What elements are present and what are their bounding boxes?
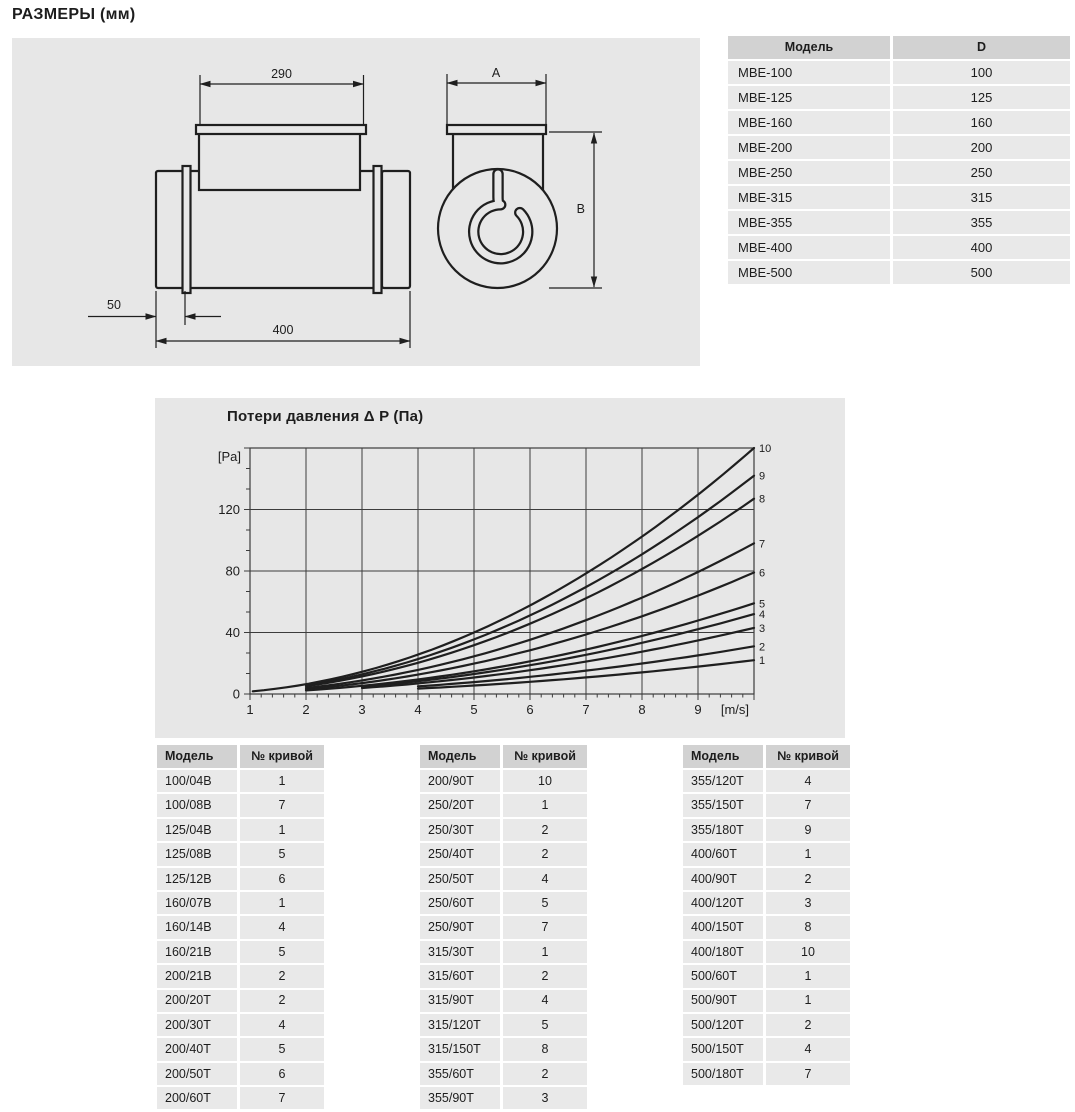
table-cell: 4 — [503, 868, 587, 890]
table-cell: 125 — [893, 86, 1070, 109]
table-cell: MBE-315 — [728, 186, 890, 209]
table-cell: MBE-100 — [728, 61, 890, 84]
table-cell: 7 — [240, 794, 324, 816]
table-row — [157, 1014, 324, 1036]
dim-label-50: 50 — [107, 298, 121, 312]
table-header-row — [728, 36, 1070, 59]
table-cell: 7 — [766, 794, 850, 816]
table-header-row — [683, 745, 850, 768]
table-cell: 2 — [766, 1014, 850, 1036]
column-header: Модель — [683, 745, 763, 768]
table-row — [420, 892, 587, 914]
table-cell: 200/60T — [157, 1087, 237, 1109]
table-cell: 355/90T — [420, 1087, 500, 1109]
table-row — [420, 794, 587, 816]
y-tick-label: 120 — [218, 502, 240, 517]
table-cell: 1 — [503, 794, 587, 816]
table-cell: 1 — [766, 965, 850, 987]
table-cell: 1 — [240, 892, 324, 914]
table-cell: 5 — [503, 892, 587, 914]
table-cell: 2 — [503, 843, 587, 865]
table-cell: 4 — [240, 1014, 324, 1036]
right-end-cap — [382, 171, 410, 288]
table-cell: 400/180T — [683, 941, 763, 963]
table-cell: 2 — [503, 965, 587, 987]
table-cell: 400/90T — [683, 868, 763, 890]
table-row — [683, 965, 850, 987]
table-row — [157, 1038, 324, 1060]
table-cell: 315/30T — [420, 941, 500, 963]
x-tick-label: 1 — [246, 702, 254, 717]
table-cell: MBE-355 — [728, 211, 890, 234]
curve-label-4: 4 — [759, 609, 766, 622]
y-tick-label: 0 — [232, 686, 240, 702]
table-cell: 7 — [240, 1087, 324, 1109]
table-cell: 250/50T — [420, 868, 500, 890]
table-row — [420, 1087, 587, 1109]
curve-label-5: 5 — [759, 598, 766, 611]
table-row — [683, 1063, 850, 1085]
column-header: Модель — [420, 745, 500, 768]
table-row — [728, 61, 1070, 84]
column-header: № кривой — [503, 745, 587, 768]
table-row — [683, 990, 850, 1012]
table-cell: 200/21B — [157, 965, 237, 987]
table-cell: 2 — [240, 965, 324, 987]
column-header: Модель — [728, 36, 890, 59]
table-row — [157, 965, 324, 987]
table-cell: 9 — [766, 819, 850, 841]
table-row — [420, 1038, 587, 1060]
x-tick-label: 4 — [414, 702, 422, 717]
table-cell: 250/60T — [420, 892, 500, 914]
table-cell: 5 — [240, 843, 324, 865]
table-cell: 250/40T — [420, 843, 500, 865]
table-cell: 2 — [766, 868, 850, 890]
table-cell: 500 — [893, 261, 1070, 284]
y-tick-label: 80 — [225, 563, 240, 579]
table-row — [728, 111, 1070, 134]
table-row — [420, 965, 587, 987]
duct-heater-drawing — [12, 38, 700, 366]
model-diameter-table — [725, 34, 1073, 286]
table-cell: 8 — [503, 1038, 587, 1060]
dimension-400 — [156, 291, 410, 348]
curve-table-2 — [417, 743, 590, 1111]
column-header: D — [893, 36, 1070, 59]
table-row — [728, 261, 1070, 284]
table-cell: 500/150T — [683, 1038, 763, 1060]
curve-label-10: 10 — [759, 443, 772, 455]
y-axis-unit-label: [Pa] — [217, 449, 241, 464]
table-row — [683, 892, 850, 914]
table-row — [157, 843, 324, 865]
side-view — [156, 125, 410, 293]
dimension-290 — [200, 67, 364, 124]
table-cell: 250 — [893, 161, 1070, 184]
table-cell: 500/180T — [683, 1063, 763, 1085]
table-row — [420, 770, 587, 792]
table-cell: 4 — [766, 770, 850, 792]
x-tick-label: 6 — [526, 702, 534, 717]
front-view — [438, 125, 557, 288]
table-row — [728, 236, 1070, 259]
curve-label-3: 3 — [759, 622, 766, 635]
table-cell: MBE-160 — [728, 111, 890, 134]
table-cell: 315/150T — [420, 1038, 500, 1060]
table-cell: 10 — [766, 941, 850, 963]
table-row — [420, 1063, 587, 1085]
table-row — [420, 916, 587, 938]
table-row — [683, 770, 850, 792]
table-cell: 200/30T — [157, 1014, 237, 1036]
table-cell: 500/60T — [683, 965, 763, 987]
table-cell: 160/14B — [157, 916, 237, 938]
pressure-loss-chart-panel — [155, 398, 845, 738]
x-tick-label: 3 — [358, 702, 366, 717]
table-row — [683, 794, 850, 816]
column-header: № кривой — [240, 745, 324, 768]
table-cell: 400/150T — [683, 916, 763, 938]
table-cell: 5 — [503, 1014, 587, 1036]
table-cell: 8 — [766, 916, 850, 938]
table-cell: 125/08B — [157, 843, 237, 865]
column-header: Модель — [157, 745, 237, 768]
table-row — [728, 186, 1070, 209]
table-cell: 200/40T — [157, 1038, 237, 1060]
table-header-row — [420, 745, 587, 768]
table-row — [683, 819, 850, 841]
dimension-drawing-panel — [12, 38, 700, 366]
dimension-50 — [88, 291, 221, 348]
x-tick-label: 9 — [694, 702, 702, 717]
table-cell: MBE-400 — [728, 236, 890, 259]
table-cell: 6 — [240, 1063, 324, 1085]
x-tick-label: 8 — [638, 702, 646, 717]
table-cell: 355 — [893, 211, 1070, 234]
left-end-cap — [156, 171, 183, 288]
table-cell: 3 — [766, 892, 850, 914]
table-cell: 400/120T — [683, 892, 763, 914]
table-cell: 355/150T — [683, 794, 763, 816]
x-axis-unit-label: [m/s] — [720, 702, 749, 717]
table-cell: 125/04B — [157, 819, 237, 841]
table-cell: 4 — [240, 916, 324, 938]
table-cell: MBE-250 — [728, 161, 890, 184]
table-cell: 160/21B — [157, 941, 237, 963]
table-cell: 100/08B — [157, 794, 237, 816]
terminal-box-side — [199, 133, 360, 190]
table-row — [157, 819, 324, 841]
table-row — [157, 892, 324, 914]
page-title: РАЗМЕРЫ (мм) — [12, 6, 136, 23]
table-row — [728, 136, 1070, 159]
table-cell: 355/180T — [683, 819, 763, 841]
table-cell: 200/50T — [157, 1063, 237, 1085]
table-cell: 10 — [503, 770, 587, 792]
curve-label-8: 8 — [759, 493, 766, 506]
terminal-box-lid-side — [196, 125, 366, 134]
dim-label-290: 290 — [271, 67, 292, 81]
table-row — [420, 990, 587, 1012]
table-cell: 355/120T — [683, 770, 763, 792]
table-cell: 5 — [240, 941, 324, 963]
table-cell: 500/90T — [683, 990, 763, 1012]
table-row — [683, 843, 850, 865]
column-header: № кривой — [766, 745, 850, 768]
curve-label-9: 9 — [759, 470, 766, 483]
table-row — [683, 916, 850, 938]
chart-title: Потери давления Δ P (Па) — [227, 408, 424, 425]
table-cell: 315/90T — [420, 990, 500, 1012]
table-cell: 200/90T — [420, 770, 500, 792]
table-cell: 250/20T — [420, 794, 500, 816]
table-cell: MBE-200 — [728, 136, 890, 159]
table-cell: 1 — [240, 819, 324, 841]
table-row — [420, 941, 587, 963]
table-cell: 250/30T — [420, 819, 500, 841]
table-cell: 200 — [893, 136, 1070, 159]
dimension-a — [447, 66, 546, 124]
x-tick-label: 2 — [302, 702, 310, 717]
table-row — [157, 916, 324, 938]
table-cell: 315/60T — [420, 965, 500, 987]
right-collar-ring — [374, 166, 382, 293]
pressure-chart-canvas — [155, 398, 845, 738]
table-cell: 100 — [893, 61, 1070, 84]
curve-table-3 — [680, 743, 853, 1087]
table-row — [420, 868, 587, 890]
table-row — [157, 941, 324, 963]
table-cell: 315/120T — [420, 1014, 500, 1036]
table-cell: 250/90T — [420, 916, 500, 938]
table-header-row — [157, 745, 324, 768]
table-cell: 160 — [893, 111, 1070, 134]
table-cell: 6 — [240, 868, 324, 890]
table-row — [157, 868, 324, 890]
curve-label-1: 1 — [759, 655, 766, 668]
table-cell: 1 — [240, 770, 324, 792]
terminal-box-lid-front — [447, 125, 546, 134]
curve-table-1 — [154, 743, 327, 1111]
table-cell: 1 — [766, 843, 850, 865]
curve-label-7: 7 — [759, 538, 766, 551]
curve-label-6: 6 — [759, 567, 766, 580]
left-collar-ring — [183, 166, 191, 293]
x-tick-label: 7 — [582, 702, 590, 717]
table-cell: 100/04B — [157, 770, 237, 792]
table-row — [683, 1038, 850, 1060]
table-cell: 1 — [503, 941, 587, 963]
table-cell: 2 — [240, 990, 324, 1012]
table-cell: 400 — [893, 236, 1070, 259]
table-row — [683, 1014, 850, 1036]
table-row — [728, 86, 1070, 109]
dim-label-a: A — [491, 66, 501, 80]
table-cell: 125/12B — [157, 868, 237, 890]
dimension-b — [549, 132, 602, 288]
dim-label-400: 400 — [272, 323, 294, 337]
table-cell: 2 — [503, 819, 587, 841]
pressure-curve-10 — [253, 448, 754, 691]
table-cell: MBE-500 — [728, 261, 890, 284]
table-row — [157, 990, 324, 1012]
table-cell: 7 — [766, 1063, 850, 1085]
table-cell: 160/07B — [157, 892, 237, 914]
table-cell: 1 — [766, 990, 850, 1012]
pressure-curve-4 — [362, 614, 754, 687]
table-row — [157, 794, 324, 816]
table-row — [728, 211, 1070, 234]
curve-label-2: 2 — [759, 641, 766, 654]
table-row — [157, 1087, 324, 1109]
dim-label-b: B — [576, 202, 585, 216]
table-row — [420, 1014, 587, 1036]
table-row — [157, 1063, 324, 1085]
table-cell: 7 — [503, 916, 587, 938]
table-cell: 355/60T — [420, 1063, 500, 1085]
table-row — [683, 868, 850, 890]
table-cell: 2 — [503, 1063, 587, 1085]
table-cell: 4 — [503, 990, 587, 1012]
table-row — [420, 819, 587, 841]
table-row — [157, 770, 324, 792]
table-cell: MBE-125 — [728, 86, 890, 109]
table-cell: 500/120T — [683, 1014, 763, 1036]
table-cell: 5 — [240, 1038, 324, 1060]
table-row — [420, 843, 587, 865]
table-cell: 4 — [766, 1038, 850, 1060]
table-cell: 200/20T — [157, 990, 237, 1012]
table-cell: 3 — [503, 1087, 587, 1109]
table-cell: 400/60T — [683, 843, 763, 865]
table-row — [728, 161, 1070, 184]
table-cell: 315 — [893, 186, 1070, 209]
y-tick-label: 40 — [225, 625, 240, 640]
x-tick-label: 5 — [470, 702, 478, 717]
table-row — [683, 941, 850, 963]
